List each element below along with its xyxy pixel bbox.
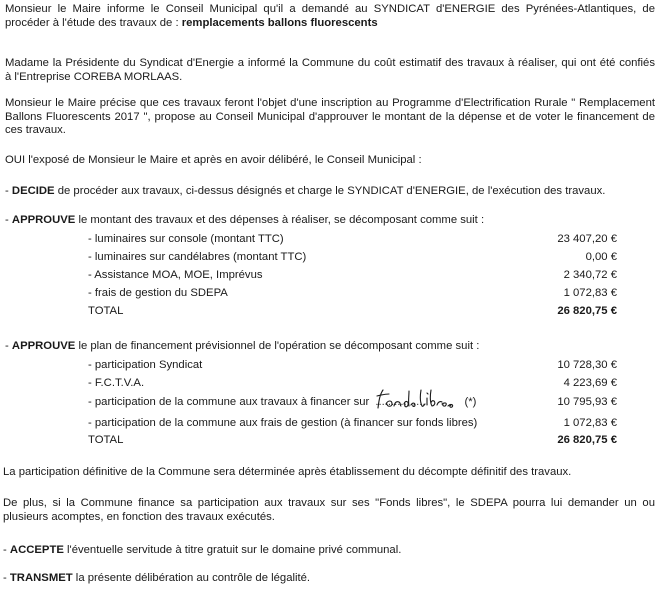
intro-work-title: remplacements ballons fluorescents bbox=[181, 16, 378, 29]
approuve-montant-keyword: APPROUVE bbox=[11, 214, 76, 226]
funding-row-label-text: - participation de la commune aux travaux à financer sur bbox=[88, 396, 370, 408]
funding-row-amount: 10 795,93 € bbox=[557, 396, 617, 408]
de-plus-line-1: De plus, si la Commune finance sa participation aux travaux sur ses "Fonds libres", le SDEPA pourra lui demander un ou bbox=[3, 497, 655, 509]
cost-row-label: - frais de gestion du SDEPA bbox=[88, 287, 228, 299]
de-plus-line-2: plusieurs acomptes, en fonction des travaux exécutés. bbox=[3, 510, 275, 523]
presidente-paragraph bbox=[5, 57, 655, 84]
decide-text: de procéder aux travaux, ci-dessus désignés et charge le SYNDICAT d'ENERGIE, de l'exécution des travaux. bbox=[54, 185, 606, 197]
funding-row-label bbox=[88, 396, 476, 410]
funding-row-label-suffix: (*) bbox=[461, 396, 477, 408]
funding-row-label: - participation de la commune aux frais de gestion (à financer sur fonds libres) bbox=[88, 417, 478, 429]
accepte-dash: - bbox=[3, 544, 10, 556]
decide-dash: - bbox=[5, 185, 12, 197]
decide-paragraph bbox=[5, 185, 655, 199]
cost-total-amount: 26 820,75 € bbox=[557, 305, 617, 317]
accepte-paragraph bbox=[3, 544, 653, 558]
cost-row-amount: 23 407,20 € bbox=[557, 233, 617, 245]
approuve-financement-dash: - bbox=[5, 340, 12, 352]
approuve-financement-paragraph bbox=[5, 340, 655, 354]
transmet-text: la présente délibération au contrôle de légalité. bbox=[72, 572, 311, 584]
approuve-financement-keyword: APPROUVE bbox=[11, 340, 76, 352]
funding-row-label: - F.C.T.V.A. bbox=[88, 377, 145, 389]
cost-row-label: - luminaires sur console (montant TTC) bbox=[88, 233, 284, 245]
intro-line-2-prefix: procéder à l'étude des travaux de : bbox=[5, 16, 182, 29]
funding-row-amount: 1 072,83 € bbox=[563, 417, 617, 429]
transmet-keyword: TRANSMET bbox=[9, 572, 73, 584]
cost-row-amount: 2 340,72 € bbox=[563, 269, 617, 281]
intro-line-2 bbox=[5, 17, 655, 31]
cost-row-label: - Assistance MOA, MOE, Imprévus bbox=[88, 269, 263, 281]
approuve-montant-dash: - bbox=[5, 214, 12, 226]
cost-row-amount: 1 072,83 € bbox=[563, 287, 617, 299]
approuve-montant-text: le montant des travaux et des dépenses à réaliser, se décomposant comme suit : bbox=[75, 214, 485, 226]
handwritten-text bbox=[375, 396, 461, 410]
funding-row-amount: 4 223,69 € bbox=[563, 377, 617, 389]
cost-row-label: - luminaires sur candélabres (montant TTC) bbox=[88, 251, 307, 263]
accepte-text: l'éventuelle servitude à titre gratuit sur le domaine privé communal. bbox=[63, 544, 402, 556]
funding-row-label: - participation Syndicat bbox=[88, 359, 203, 371]
cost-row bbox=[0, 269, 663, 283]
transmet-dash: - bbox=[3, 572, 10, 584]
intro-line-1: Monsieur le Maire informe le Conseil Municipal qu'il a demandé au SYNDICAT d'ENERGIE des Pyrénées-Atlantiques, de bbox=[5, 3, 655, 15]
funding-total-row bbox=[0, 434, 663, 448]
presidente-line-1: Madame la Présidente du Syndicat d'Energie a informé la Commune du coût estimatif des travaux à réaliser, qui ont été confiés bbox=[5, 57, 655, 69]
presidente-line-2: à l'Entreprise COREBA MORLAAS. bbox=[5, 70, 183, 83]
cost-row bbox=[0, 251, 663, 265]
oui-paragraph: OUI l'exposé de Monsieur le Maire et après en avoir délibéré, le Conseil Municipal : bbox=[5, 154, 422, 166]
cost-total-label: TOTAL bbox=[88, 305, 124, 317]
participation-paragraph: La participation définitive de la Commune sera déterminée après établissement du décompte définitif des travaux. bbox=[3, 466, 572, 478]
maire-precise-line-1: Monsieur le Maire précise que ces travaux feront l'objet d'une inscription au Programme d'Electrification Rurale " Remplacement bbox=[5, 97, 655, 109]
handwritten-fonds-libres: ................. bbox=[375, 396, 461, 410]
intro-paragraph bbox=[5, 3, 655, 30]
maire-precise-line-3: ces travaux. bbox=[5, 124, 66, 137]
funding-row bbox=[0, 359, 663, 373]
cost-row bbox=[0, 287, 663, 301]
funding-total-label: TOTAL bbox=[88, 434, 124, 446]
cost-row-amount: 0,00 € bbox=[585, 251, 617, 263]
accepte-keyword: ACCEPTE bbox=[9, 544, 64, 556]
maire-precise-line-2: Ballons Fluorescents 2017 ", propose au Conseil Municipal d'approuver le montant de la dépense et de voter le financement de bbox=[5, 110, 655, 123]
de-plus-paragraph bbox=[3, 497, 655, 524]
decide-keyword: DECIDE bbox=[11, 185, 55, 197]
funding-row bbox=[0, 396, 663, 410]
funding-row bbox=[0, 377, 663, 391]
funding-row-amount: 10 728,30 € bbox=[557, 359, 617, 371]
funding-row bbox=[0, 417, 663, 431]
maire-precise-paragraph bbox=[5, 97, 655, 138]
approuve-montant-paragraph bbox=[5, 214, 655, 228]
funding-total-amount: 26 820,75 € bbox=[557, 434, 617, 446]
transmet-paragraph bbox=[3, 572, 653, 586]
approuve-financement-text: le plan de financement prévisionnel de l'opération se décomposant comme suit : bbox=[75, 340, 480, 352]
cost-row bbox=[0, 233, 663, 247]
cost-total-row bbox=[0, 305, 663, 319]
